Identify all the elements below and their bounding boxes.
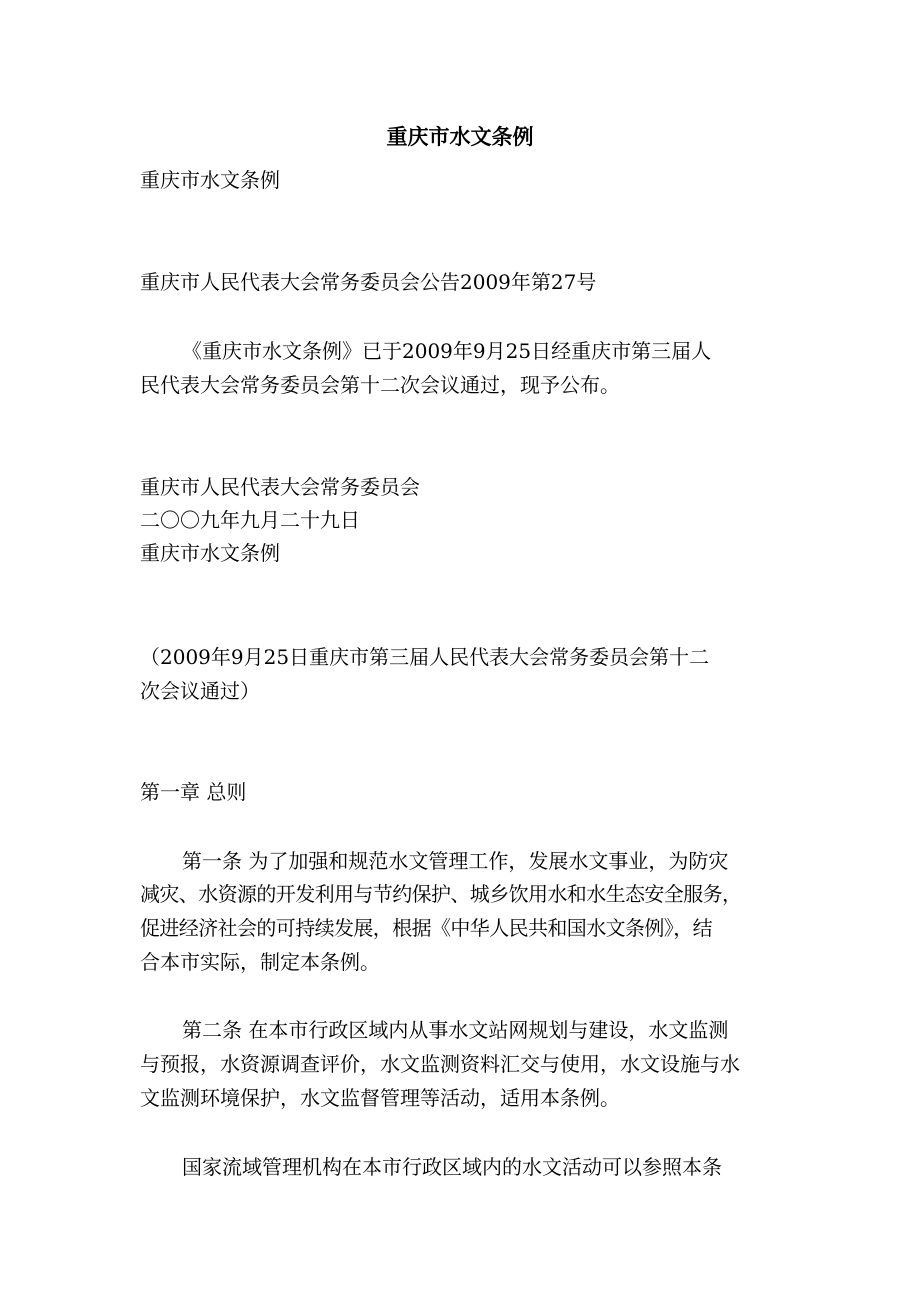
document-subtitle: 重庆市水文条例	[140, 168, 280, 192]
promulgation-line-1: 《重庆市水文条例》已于2009年9月25日经重庆市第三届人	[182, 339, 712, 363]
promulgation-line-2: 民代表大会常务委员会第十二次会议通过，现予公布。	[140, 373, 620, 397]
article-1-line-3: 促进经济社会的可持续发展，根据《中华人民共和国水文条例》，结	[140, 916, 712, 940]
adoption-note-line-2: 次会议通过）	[140, 679, 260, 703]
article-1-line-2: 减灾、水资源的开发利用与节约保护、城乡饮用水和水生态安全服务，	[140, 882, 742, 906]
announcement-number: 重庆市人民代表大会常务委员会公告2009年第27号	[140, 270, 597, 294]
article-2-line-1: 第二条 在本市行政区域内从事水文站网规划与建设，水文监测	[182, 1018, 729, 1042]
article-2-para-2-line-1: 国家流域管理机构在本市行政区域内的水文活动可以参照本条	[182, 1155, 722, 1179]
law-title: 重庆市水文条例	[140, 541, 280, 565]
article-2-line-2: 与预报，水资源调查评价，水文监测资料汇交与使用，水文设施与水	[140, 1052, 740, 1076]
issue-date: 二〇〇九年九月二十九日	[140, 508, 360, 532]
article-2-line-3: 文监测环境保护，水文监督管理等活动，适用本条例。	[140, 1086, 620, 1110]
chapter-heading: 第一章 总则	[140, 780, 247, 804]
issuer: 重庆市人民代表大会常务委员会	[140, 475, 420, 499]
article-1-line-1: 第一条 为了加强和规范水文管理工作，发展水文事业，为防灾	[182, 849, 729, 873]
adoption-note-line-1: （2009年9月25日重庆市第三届人民代表大会常务委员会第十二	[140, 645, 710, 669]
article-1-line-4: 合本市实际，制定本条例。	[140, 950, 380, 974]
document-title: 重庆市水文条例	[386, 125, 534, 149]
